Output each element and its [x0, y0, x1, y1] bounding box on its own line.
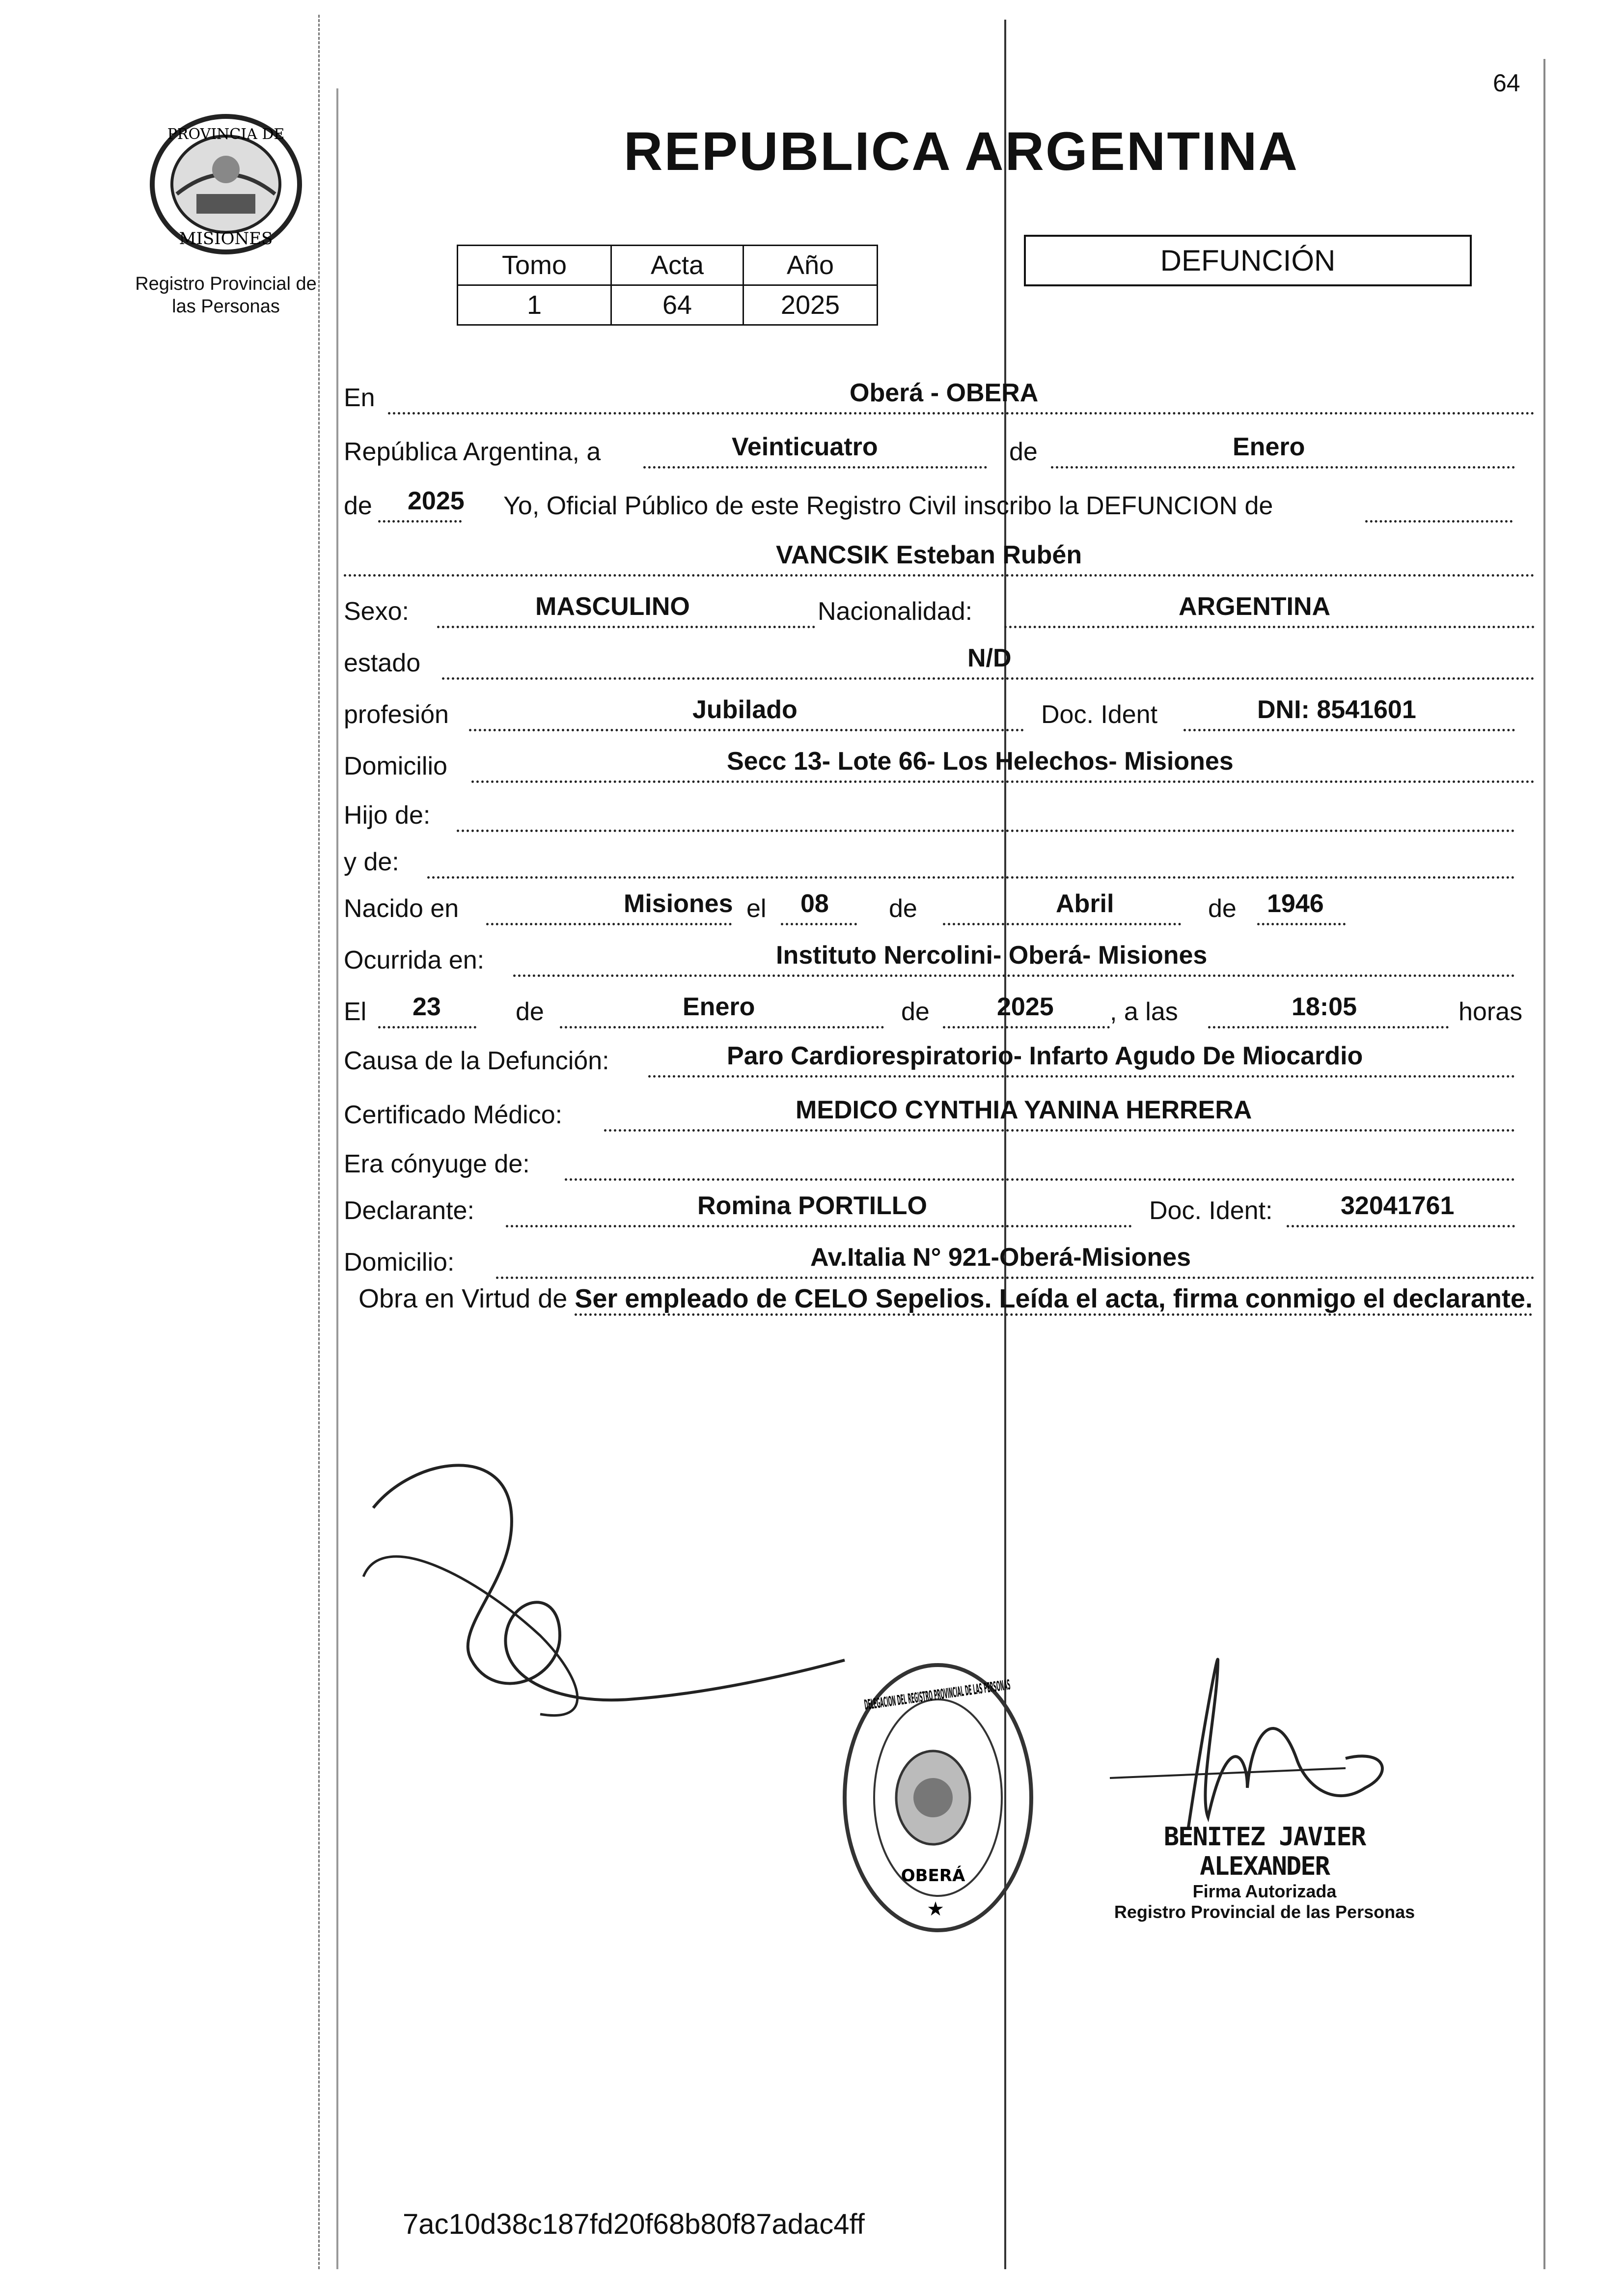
doc-ident-label: Doc. Ident: [1041, 700, 1158, 729]
certificate-value: MEDICO CYNTHIA YANINA HERRERA: [796, 1096, 1252, 1124]
declarant-signature: [354, 1449, 869, 1734]
acta-value: 64: [611, 285, 743, 325]
profession-label: profesión: [344, 700, 449, 729]
occurred-value: Instituto Nercolini- Oberá- Misiones: [776, 941, 1208, 970]
date-year-value: 2025: [408, 487, 465, 515]
and-of-label: y de:: [344, 848, 399, 876]
reason-value: Ser empleado de CELO Sepelios. Leída el acta, firma conmigo el declarante.: [575, 1284, 1533, 1316]
row-cause: [344, 1027, 1535, 1081]
declarant-doc-label: Doc. Ident:: [1149, 1196, 1273, 1225]
sex-line: [437, 626, 815, 628]
declarant-label: Declarante:: [344, 1196, 474, 1225]
declarant-address-value: Av.Italia N° 921-Oberá-Misiones: [810, 1243, 1191, 1272]
row-born: [344, 874, 1535, 928]
deceased-name-line: [344, 574, 1535, 577]
child-of-label: Hijo de:: [344, 801, 431, 830]
born-in-line: [486, 923, 732, 925]
born-day-value: 08: [800, 889, 829, 918]
nationality-value: ARGENTINA: [1179, 592, 1331, 621]
reference-table: [457, 245, 878, 326]
date-day-label: República Argentina, a: [344, 438, 601, 466]
cause-label: Causa de la Defunción:: [344, 1047, 609, 1075]
reason-label: Obra en Virtud de: [358, 1284, 568, 1313]
row-spouse: [344, 1130, 1535, 1184]
civil-status-line: [442, 677, 1535, 680]
place-label: En: [344, 384, 375, 412]
registry-label: [115, 273, 336, 318]
born-in-label: Nacido en: [344, 894, 459, 923]
civil-status-value: N/D: [967, 644, 1012, 672]
stamp-star-icon: ★: [927, 1898, 944, 1920]
born-year-value: 1946: [1267, 889, 1324, 918]
place-value: Oberá - OBERA: [850, 379, 1039, 407]
anio-header: Año: [743, 246, 878, 285]
nationality-line: [1004, 626, 1535, 628]
doc-ident-value: DNI: 8541601: [1257, 695, 1416, 724]
death-month-label: de: [516, 998, 544, 1026]
death-time-value: 18:05: [1292, 993, 1357, 1021]
death-time-label: , a las: [1110, 998, 1178, 1026]
record-type-box: DEFUNCIÓN: [1024, 235, 1472, 286]
born-year-line: [1257, 923, 1346, 925]
deceased-name-value: VANCSIK Esteban Rubén: [776, 541, 1082, 569]
cause-value: Paro Cardiorespiratorio- Infarto Agudo De Miocardio: [727, 1042, 1363, 1070]
date-month-label: de: [1009, 438, 1038, 466]
death-day-label: El: [344, 998, 367, 1026]
address-label: Domicilio: [344, 752, 447, 780]
signatory-office: Registro Provincial de las Personas: [1114, 1902, 1415, 1922]
profession-value: Jubilado: [692, 695, 798, 724]
document-title: REPUBLICA ARGENTINA: [624, 121, 1299, 182]
row-and-of: [344, 828, 1535, 882]
row-child-of: [344, 781, 1535, 835]
row-place: [344, 363, 1535, 417]
address-value: Secc 13- Lote 66- Los Helechos- Misiones: [727, 747, 1234, 776]
row-address: [344, 732, 1535, 786]
row-death-date: [344, 977, 1535, 1031]
right-margin-line: [1543, 59, 1545, 2269]
date-year-label: de: [344, 492, 372, 520]
occurred-label: Ocurrida en:: [344, 946, 485, 974]
death-month-value: Enero: [683, 993, 755, 1021]
left-margin-line: [318, 15, 320, 2269]
declarant-doc-line: [1287, 1225, 1515, 1227]
nationality-label: Nacionalidad:: [818, 597, 973, 626]
signatory-block: [1105, 1822, 1424, 1922]
place-line: [388, 412, 1535, 415]
row-date: [344, 417, 1535, 472]
row-occurred: [344, 926, 1535, 980]
province-crest-logo: [142, 111, 309, 258]
cause-line: [648, 1075, 1515, 1078]
born-month-line: [943, 923, 1181, 925]
row-sex-nationality: [344, 577, 1535, 631]
row-profession-doc: [344, 680, 1535, 734]
born-day-line: [781, 923, 857, 925]
born-day-label: el: [746, 894, 767, 923]
statement-text: Yo, Oficial Público de este Registro Civil inscribo la DEFUNCION de: [503, 492, 1273, 520]
acta-header: Acta: [611, 246, 743, 285]
born-year-label: de: [1208, 894, 1237, 923]
date-month-value: Enero: [1233, 433, 1305, 461]
anio-value: 2025: [743, 285, 878, 325]
stamp-ring-text: DELEGACION DEL REGISTRO PROVINCIAL DE LAS PERSONAS: [863, 1632, 1324, 1713]
born-month-value: Abril: [1056, 889, 1114, 918]
sex-label: Sexo:: [344, 597, 409, 626]
born-month-label: de: [889, 894, 917, 923]
date-day-line: [643, 466, 987, 469]
signatory-role: Firma Autorizada: [1192, 1881, 1337, 1901]
row-deceased-name: [344, 526, 1535, 580]
statement-line: [1365, 520, 1513, 523]
registry-label-line1: Registro Provincial de: [135, 274, 317, 294]
row-year-statement: [344, 472, 1535, 526]
declarant-line: [506, 1225, 1132, 1227]
reason-paragraph: [358, 1277, 1542, 1320]
row-declarant: [344, 1176, 1535, 1230]
signatory-name: BENITEZ JAVIER ALEXANDER: [1163, 1822, 1366, 1881]
declarant-doc-value: 32041761: [1341, 1192, 1455, 1220]
civil-status-label: estado: [344, 649, 421, 677]
occurred-line: [513, 974, 1515, 977]
document-hash: 7ac10d38c187fd20f68b80f87adac4ff: [403, 2208, 865, 2240]
row-civil-status: [344, 629, 1535, 683]
doc-ident-line: [1184, 729, 1515, 731]
date-year-line: [378, 520, 462, 523]
death-time-suffix: horas: [1459, 998, 1523, 1026]
date-day-value: Veinticuatro: [732, 433, 878, 461]
registry-label-line2: las Personas: [172, 296, 280, 317]
crest-top-text: PROVINCIA DE: [167, 126, 285, 143]
profession-line: [469, 729, 1024, 731]
death-year-label: de: [901, 998, 930, 1026]
stamp-city-text: OBERÁ: [901, 1866, 965, 1886]
sex-value: MASCULINO: [535, 592, 690, 621]
page-number: 64: [1493, 69, 1520, 97]
tomo-value: 1: [458, 285, 611, 325]
spouse-label: Era cónyuge de:: [344, 1150, 530, 1178]
row-declarant-address: [344, 1228, 1535, 1282]
death-day-value: 23: [413, 993, 441, 1021]
declarant-address-label: Domicilio:: [344, 1248, 455, 1277]
death-year-value: 2025: [997, 993, 1054, 1021]
row-certificate: [344, 1081, 1535, 1135]
left-margin-line-inner: [336, 88, 338, 2269]
crest-bottom-text: MISIONES: [179, 229, 273, 249]
born-in-value: Misiones: [624, 889, 733, 918]
date-month-line: [1051, 466, 1515, 469]
tomo-header: Tomo: [458, 246, 611, 285]
certificate-label: Certificado Médico:: [344, 1101, 563, 1129]
declarant-value: Romina PORTILLO: [697, 1192, 927, 1220]
